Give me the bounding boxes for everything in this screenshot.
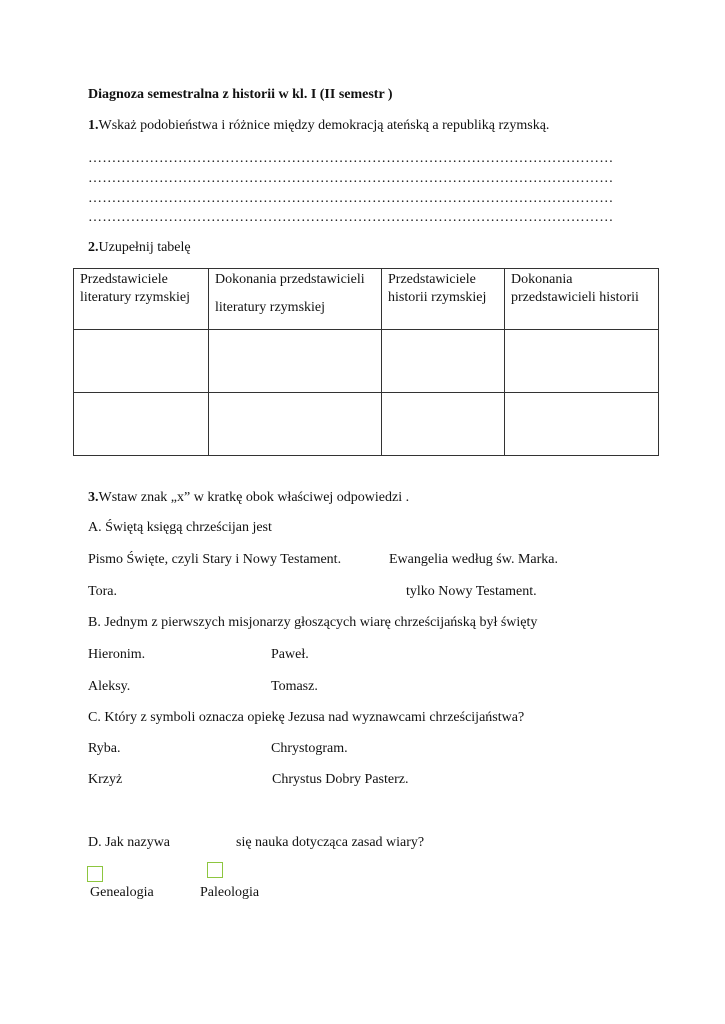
question-3-text: Wstaw znak „x” w kratkę obok właściwej odpowiedzi . [98, 490, 410, 505]
table-header-cell [382, 269, 505, 330]
header-line: przedstawicieli historii [511, 290, 639, 305]
checkbox-genealogia[interactable] [87, 866, 103, 882]
question-3a: A. Świętą księgą chrześcijan jest [88, 520, 272, 535]
header-line: literatury rzymskiej [80, 290, 191, 305]
question-1-text: Wskaż podobieństwa i różnice między demokracją ateńską a republiką rzymską. [98, 118, 550, 133]
table-cell[interactable] [382, 393, 505, 456]
question-3b: B. Jednym z pierwszych misjonarzy głoszących wiarę chrześcijańską był święty [88, 615, 538, 630]
table-header-cell [209, 269, 382, 330]
header-line: Przedstawiciele [80, 272, 168, 287]
option-b3[interactable]: Aleksy. [88, 679, 131, 694]
page-title: Diagnoza semestralna z historii w kl. I (II semestr ) [88, 87, 393, 102]
option-c3[interactable]: Krzyż [88, 772, 123, 787]
answer-line-4[interactable]: ………………………………………………………………………………………………… [88, 210, 614, 225]
table-cell[interactable] [74, 393, 209, 456]
checkbox-paleologia[interactable] [207, 862, 223, 878]
table-cell[interactable] [209, 330, 382, 393]
option-c1[interactable]: Ryba. [88, 741, 121, 756]
option-b1[interactable]: Hieronim. [88, 647, 146, 662]
answer-table [73, 268, 659, 456]
header-line: Przedstawiciele [388, 272, 476, 287]
answer-line-3[interactable]: ………………………………………………………………………………………………… [88, 191, 614, 206]
question-2-text: Uzupełnij tabelę [98, 240, 191, 255]
option-d2[interactable]: Paleologia [200, 885, 260, 900]
table-row [74, 330, 659, 393]
option-a1[interactable]: Pismo Święte, czyli Stary i Nowy Testament. [88, 552, 342, 567]
question-2 [88, 240, 191, 256]
option-c4[interactable]: Chrystus Dobry Pasterz. [272, 772, 409, 787]
header-line: historii rzymskiej [388, 290, 487, 305]
header-line: Dokonania przedstawicieli [215, 272, 365, 287]
question-3d-part2: się nauka dotycząca zasad wiary? [236, 835, 425, 850]
question-3c: C. Który z symboli oznacza opiekę Jezusa nad wyznawcami chrześcijaństwa? [88, 710, 525, 725]
table-header-row [74, 269, 659, 330]
table-cell[interactable] [382, 330, 505, 393]
answer-line-2[interactable]: ………………………………………………………………………………………………… [88, 171, 614, 186]
answer-line-1[interactable]: ………………………………………………………………………………………………… [88, 151, 614, 166]
table-header-cell [505, 269, 659, 330]
question-1-number: 1. [88, 118, 99, 133]
option-a2[interactable]: Ewangelia według św. Marka. [389, 552, 558, 567]
table-row [74, 393, 659, 456]
table-cell[interactable] [505, 393, 659, 456]
option-b4[interactable]: Tomasz. [271, 679, 318, 694]
header-line: literatury rzymskiej [215, 300, 326, 315]
question-3-number: 3. [88, 490, 99, 505]
option-b2[interactable]: Paweł. [271, 647, 309, 662]
table-cell[interactable] [209, 393, 382, 456]
header-line: Dokonania [511, 272, 573, 287]
option-d1[interactable]: Genealogia [90, 885, 154, 900]
option-a3[interactable]: Tora. [88, 584, 117, 599]
table-cell[interactable] [74, 330, 209, 393]
option-a4[interactable]: tylko Nowy Testament. [406, 584, 537, 599]
question-2-number: 2. [88, 240, 99, 255]
table-cell[interactable] [505, 330, 659, 393]
question-3 [88, 490, 409, 506]
option-c2[interactable]: Chrystogram. [271, 741, 348, 756]
table-header-cell [74, 269, 209, 330]
question-3d-part1: D. Jak nazywa [88, 835, 171, 850]
question-1 [88, 118, 549, 134]
